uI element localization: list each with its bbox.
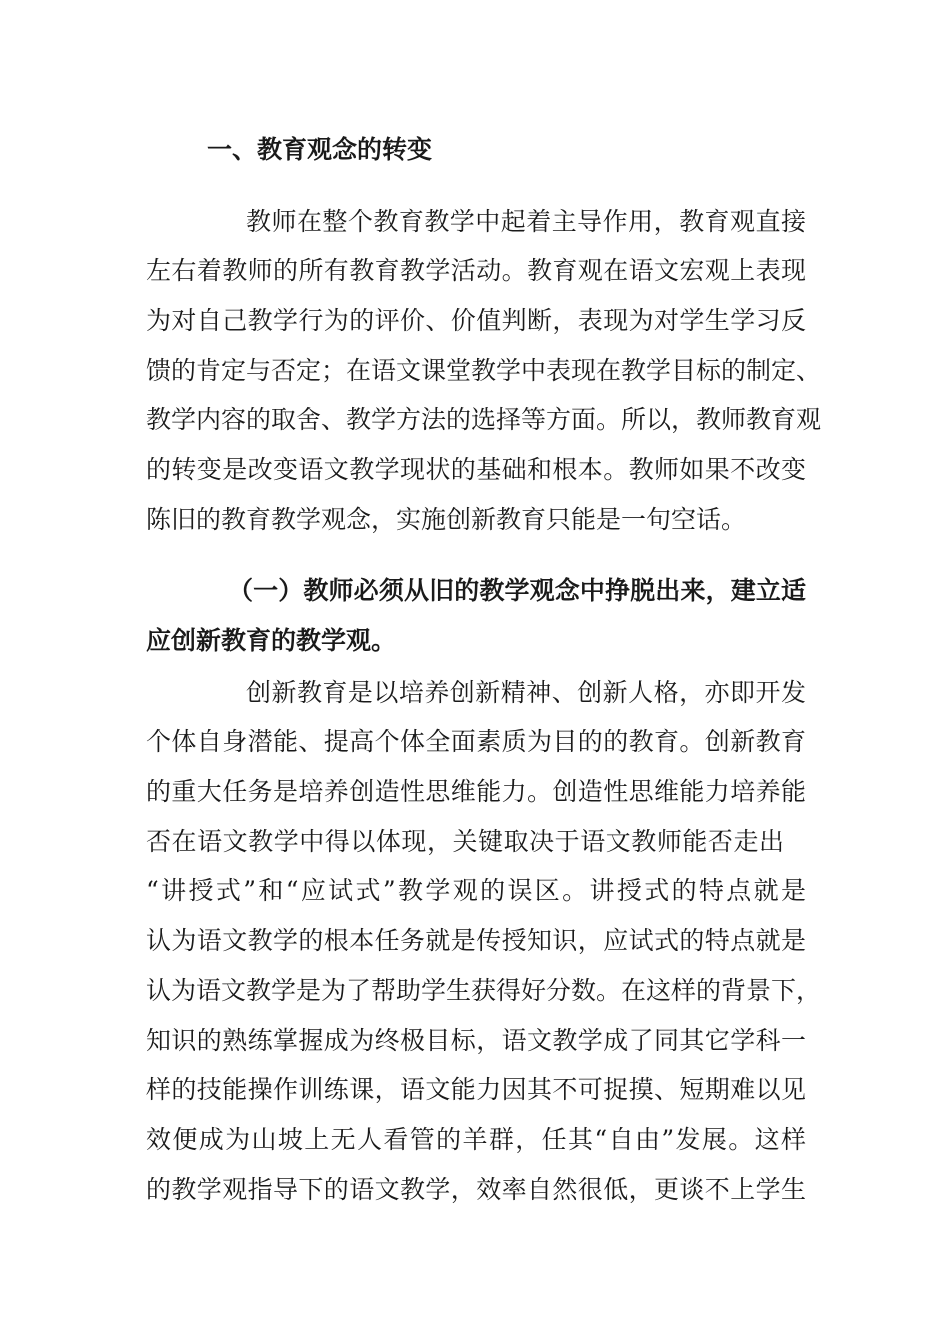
paragraph-line: 效便成为山坡上无人看管的羊群，任其“自由”发展。这样 [146,1125,806,1154]
paragraph-line: 否在语文教学中得以体现，关键取决于语文教师能否走出 [146,827,784,856]
paragraph-line: 教师在整个教育教学中起着主导作用，教育观直接 [246,207,806,236]
paragraph-line: 知识的熟练掌握成为终极目标，语文教学成了同其它学科一 [146,1026,806,1055]
paragraph-line: 教学内容的取舍、教学方法的选择等方面。所以，教师教育观 [146,405,822,434]
paragraph-line: 的转变是改变语文教学现状的基础和根本。教师如果不改变 [146,455,806,484]
paragraph-line: 的重大任务是培养创造性思维能力。创造性思维能力培养能 [146,777,806,806]
paragraph-line: “讲授式”和“应试式”教学观的误区。讲授式的特点就是 [146,876,806,905]
paragraph-line: 为对自己教学行为的评价、价值判断，表现为对学生学习反 [146,306,806,335]
subheading-line: 应创新教育的教学观。 [146,626,397,655]
section-heading: 一、教育观念的转变 [207,135,433,164]
paragraph-line: 馈的肯定与否定；在语文课堂教学中表现在教学目标的制定、 [146,356,822,385]
paragraph-line: 陈旧的教育教学观念，实施创新教育只能是一句空话。 [146,505,747,534]
subheading-line: （一）教师必须从旧的教学观念中挣脱出来，建立适 [228,576,806,605]
paragraph-line: 样的技能操作训练课，语文能力因其不可捉摸、短期难以见 [146,1075,806,1104]
paragraph-line: 左右着教师的所有教育教学活动。教育观在语文宏观上表现 [146,256,806,285]
paragraph-line: 个体自身潜能、提高个体全面素质为目的的教育。创新教育 [146,727,806,756]
paragraph-line: 认为语文教学的根本任务就是传授知识，应试式的特点就是 [146,926,806,955]
paragraph-line: 创新教育是以培养创新精神、创新人格，亦即开发 [246,678,806,707]
paragraph-line: 认为语文教学是为了帮助学生获得好分数。在这样的背景下， [146,976,822,1005]
paragraph-line: 的教学观指导下的语文教学，效率自然很低，更谈不上学生 [146,1175,806,1204]
